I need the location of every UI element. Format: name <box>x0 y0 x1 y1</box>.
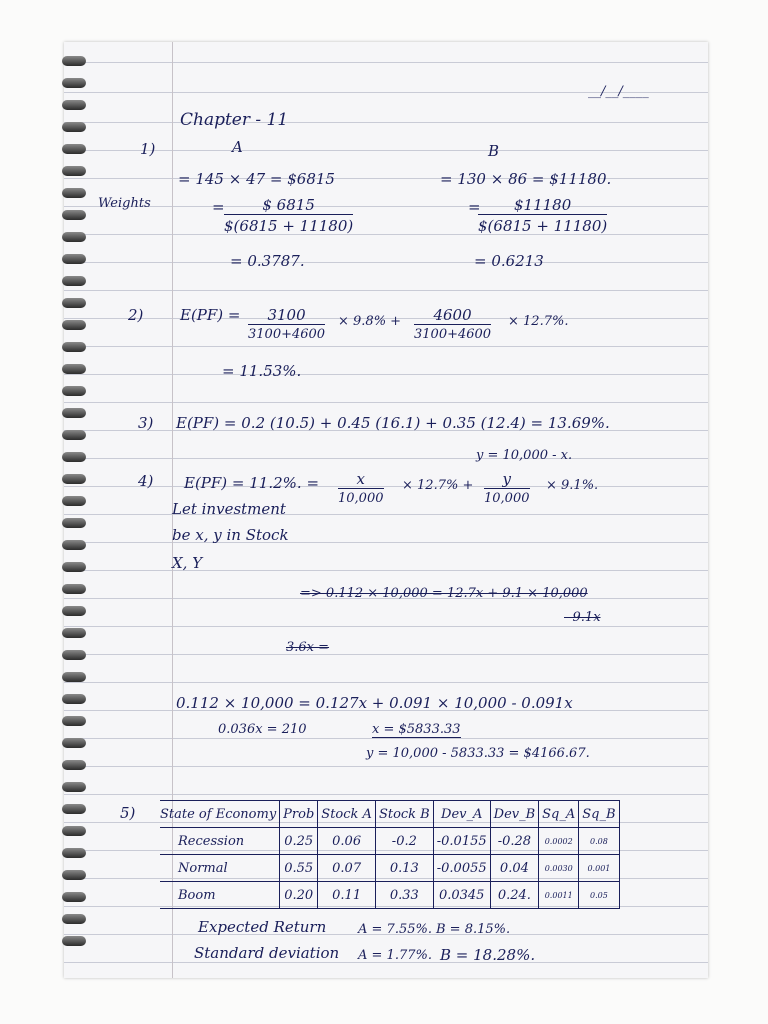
q4-frac2: $\frac{y}{10,000}$ <box>484 470 530 506</box>
header-dev-a: Dev_A <box>433 801 490 828</box>
q4-mult1: × 12.7% + <box>402 478 474 493</box>
spiral-binding <box>58 42 88 978</box>
header-state: State of Economy <box>160 801 280 828</box>
weight-b-num: $11180 <box>478 196 607 215</box>
q2-frac2: $\frac{4600}{3100+4600}$ <box>414 306 492 342</box>
expected-return-b: B = 8.15%. <box>436 922 511 937</box>
q4-line-b-x: x = $5833.33 <box>372 722 461 737</box>
q3-number: 3) <box>138 414 154 432</box>
q1-col-a: A <box>232 138 243 156</box>
weights-label: Weights <box>98 196 151 211</box>
q2-result: = 11.53%. <box>222 362 302 380</box>
q4-let-line1: Let investment <box>172 500 286 518</box>
std-dev-b: B = 18.28%. <box>440 946 536 964</box>
q4-y-note: y = 10,000 - x. <box>476 448 573 463</box>
q4-struck-line3: 3.6x = <box>286 640 330 655</box>
q4-line-b-left: 0.036x = 210 <box>218 722 307 737</box>
q1-col-b: B <box>488 142 500 160</box>
weight-a-den: $(6815 + 11180) <box>224 217 354 235</box>
q4-struck-line2: - 9.1x <box>564 610 601 625</box>
q1-value-a: = 145 × 47 = $6815 <box>178 170 335 188</box>
q4-frac1: $\frac{x}{10,000}$ <box>338 470 384 506</box>
q4-line-a: 0.112 × 10,000 = 0.127x + 0.091 × 10,000 - 0.091x <box>176 694 573 712</box>
q1-number: 1) <box>140 140 156 158</box>
std-dev-a: A = 1.77%. <box>358 948 432 963</box>
expected-return-a: A = 7.55%. <box>358 922 432 937</box>
table-row: Normal 0.55 0.07 0.13 -0.0055 0.04 0.0030 0.001 <box>160 855 619 882</box>
q3-equation: E(PF) = 0.2 (10.5) + 0.45 (16.1) + 0.35 (12.4) = 13.69%. <box>176 414 610 432</box>
header-sq-a: Sq_A <box>539 801 579 828</box>
q1-result-b: = 0.6213 <box>474 252 544 270</box>
q4-mult2: × 9.1%. <box>546 478 599 493</box>
header-stock-a: Stock A <box>318 801 376 828</box>
q4-number: 4) <box>138 472 154 490</box>
q1-weight-b <box>478 196 607 235</box>
q5-number: 5) <box>120 804 136 822</box>
q2-mult2: × 12.7%. <box>508 314 569 329</box>
weight-a-num: $ 6815 <box>224 196 353 215</box>
q4-line-c: y = 10,000 - 5833.33 = $4166.67. <box>366 746 590 761</box>
q2-mult1: × 9.8% + <box>338 314 402 329</box>
header-sq-b: Sq_B <box>579 801 619 828</box>
q2-frac1: $\frac{3100}{3100+4600}$ <box>248 306 326 342</box>
q1-result-a: = 0.3787. <box>230 252 305 270</box>
q4-lhs: E(PF) = 11.2%. = <box>184 474 320 492</box>
header-stock-b: Stock B <box>375 801 433 828</box>
chapter-title: Chapter - 11 <box>180 110 289 130</box>
q5-table <box>160 800 620 909</box>
q2-lhs: E(PF) = <box>180 306 241 324</box>
q1-weight-a <box>224 196 353 235</box>
std-dev-label: Standard deviation <box>194 944 340 962</box>
table-header-row <box>160 801 619 828</box>
header-prob: Prob <box>280 801 318 828</box>
q2-number: 2) <box>128 306 144 324</box>
weight-b-den: $(6815 + 11180) <box>478 217 608 235</box>
date-field: __/__/____ <box>588 84 649 99</box>
expected-return-label: Expected Return <box>198 918 327 936</box>
table-row: Boom 0.20 0.11 0.33 0.0345 0.24. 0.0011 0.05 <box>160 882 619 909</box>
q4-let-line3: X, Y <box>172 554 203 572</box>
header-dev-b: Dev_B <box>490 801 539 828</box>
q1-value-b: = 130 × 86 = $11180. <box>440 170 612 188</box>
q4-struck-line: => 0.112 × 10,000 = 12.7x + 9.1 × 10,000 <box>300 586 588 601</box>
q4-let-line2: be x, y in Stock <box>172 526 289 544</box>
table-row: Recession 0.25 0.06 -0.2 -0.0155 -0.28 0.0002 0.08 <box>160 828 619 855</box>
